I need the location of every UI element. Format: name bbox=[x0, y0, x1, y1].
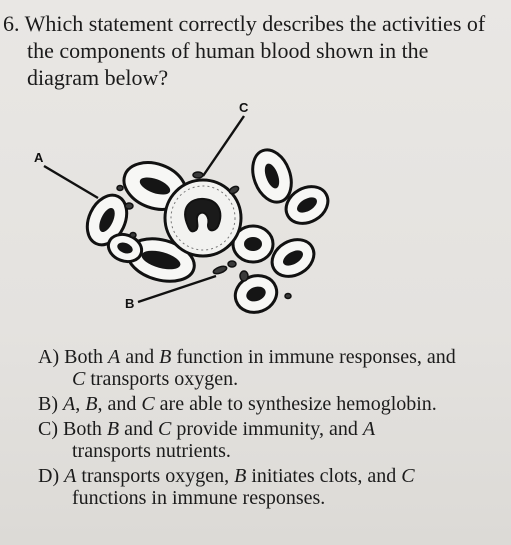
label-b: B bbox=[125, 296, 135, 311]
choice-d[interactable]: D) A transports oxygen, B initiates clots, and C functions in immune responses. bbox=[38, 465, 415, 509]
choice-c[interactable]: C) Both B and C provide immunity, and A transports nutrients. bbox=[38, 418, 376, 462]
label-c: C bbox=[239, 100, 249, 115]
choice-b[interactable]: B) A, B, and C are able to synthesize hemoglobin. bbox=[38, 393, 437, 415]
question-line-2: the components of human blood shown in the bbox=[27, 38, 429, 63]
answer-choices bbox=[38, 346, 508, 512]
choice-letter: A) bbox=[38, 346, 60, 368]
blood-cell-diagram bbox=[20, 98, 350, 333]
question-number: 6. bbox=[3, 11, 20, 36]
label-a: A bbox=[34, 150, 44, 165]
question-text bbox=[3, 10, 508, 91]
leader-line-c bbox=[203, 116, 244, 176]
choice-letter: B) bbox=[38, 393, 58, 415]
choice-letter: C) bbox=[38, 418, 58, 440]
choice-letter: D) bbox=[38, 465, 60, 487]
choice-a[interactable]: A) Both A and B function in immune responses, and C transports oxygen. bbox=[38, 346, 456, 390]
question-line-3: diagram below? bbox=[27, 65, 169, 90]
leader-line-a bbox=[44, 166, 98, 198]
question-line-1: Which statement correctly describes the activities of bbox=[24, 11, 486, 36]
